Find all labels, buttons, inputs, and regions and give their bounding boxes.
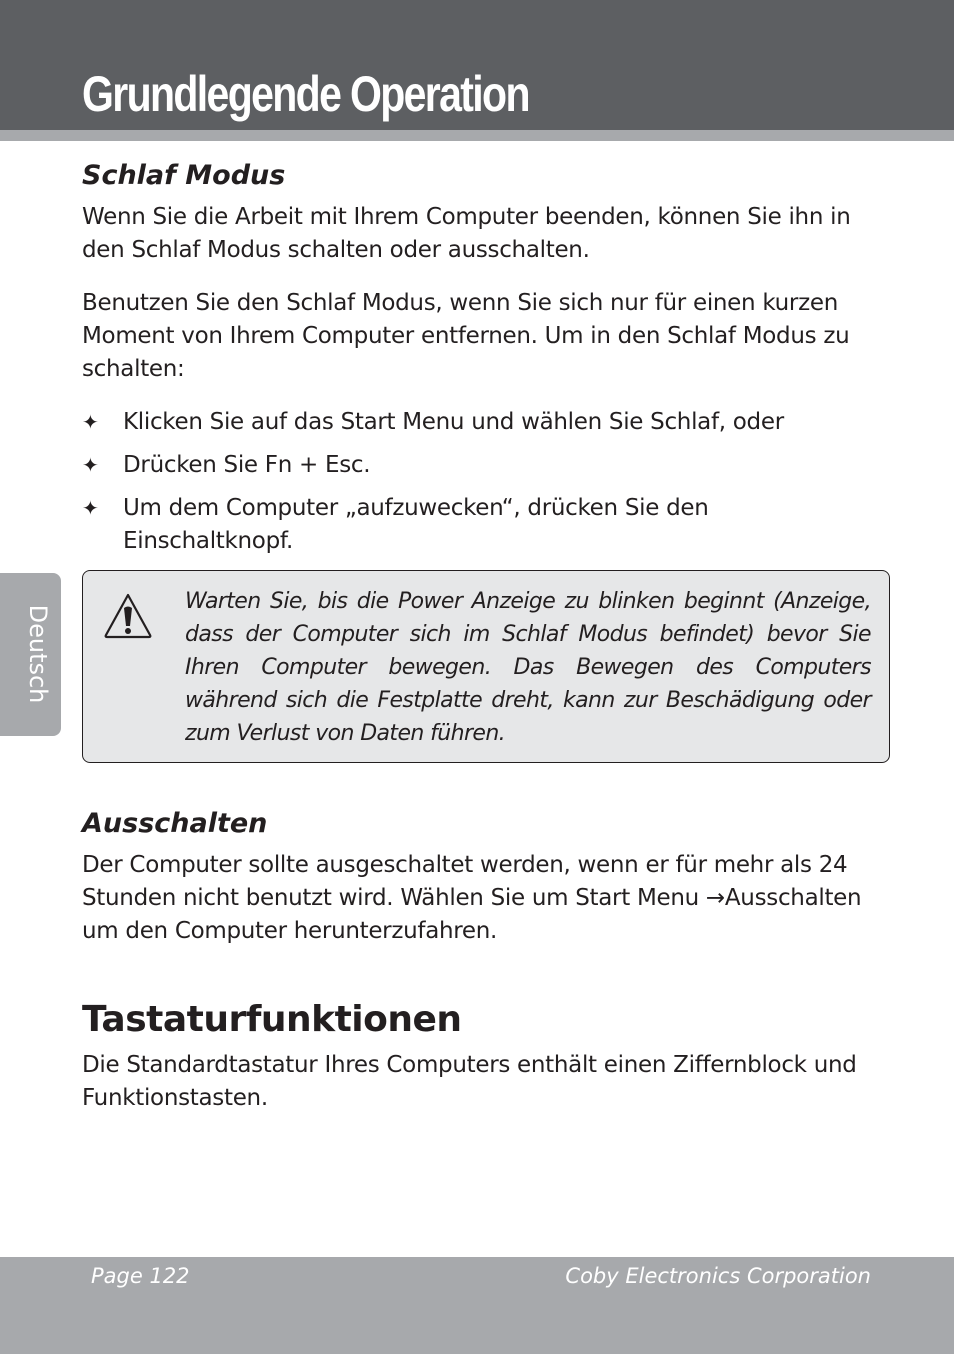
shutdown-section [82,803,882,948]
star-bullet-icon: ✦ [82,410,99,434]
list-item [82,406,872,439]
warning-triangle-icon [103,591,153,641]
sleep-paragraph-1: Wenn Sie die Arbeit mit Ihrem Computer beenden, können Sie ihn in den Schlaf Modus schalten oder ausschalten. [82,204,851,263]
sleep-paragraph-2: Benutzen Sie den Schlaf Modus, wenn Sie sich nur für einen kurzen Moment von Ihrem Computer entfernen. Um in den Schlaf Modus zu schalten: [82,290,850,382]
company-name: Coby Electronics Corporation [565,1264,871,1288]
page-title: Grundlegende Operation [82,66,529,122]
list-item-text: Um dem Computer „aufzuwecken“, drücken Sie den Einschaltknopf. [123,495,709,554]
page-number: Page 122 [91,1264,190,1288]
warning-box [82,570,890,763]
list-item-text: Klicken Sie auf das Start Menu und wählen Sie Schlaf, oder [123,409,784,435]
warning-text: Warten Sie, bis die Power Anzeige zu blinken beginnt (Anzeige, dass der Computer sich im Schlaf Modus befindet) bevor Sie Ihren Computer bewegen. Das Bewegen des Computers während sich die Festplatte dreht, kann zur Beschädigung oder zum Verlust von Daten führen. [185,589,871,746]
keyboard-section [82,995,882,1115]
shutdown-paragraph: Der Computer sollte ausgeschaltet werden, wenn er für mehr als 24 Stunden nicht benutzt wird. Wählen Sie um Start Menu →Ausschalten um den Computer herunterzufahren. [82,852,862,944]
shutdown-heading: Ausschalten [82,808,268,839]
star-bullet-icon: ✦ [82,496,99,520]
keyboard-paragraph: Die Standardtastatur Ihres Computers enthält einen Ziffernblock und Funktionstasten. [82,1052,857,1111]
sleep-section [82,155,872,568]
list-item [82,449,872,482]
sleep-heading: Schlaf Modus [82,160,286,191]
language-tab-label: Deutsch [24,604,52,704]
list-item [82,492,872,558]
sleep-steps-list [82,406,872,558]
star-bullet-icon: ✦ [82,453,99,477]
header-rule [0,130,954,141]
keyboard-heading: Tastaturfunktionen [82,999,462,1040]
list-item-text: Drücken Sie Fn + Esc. [123,452,371,478]
